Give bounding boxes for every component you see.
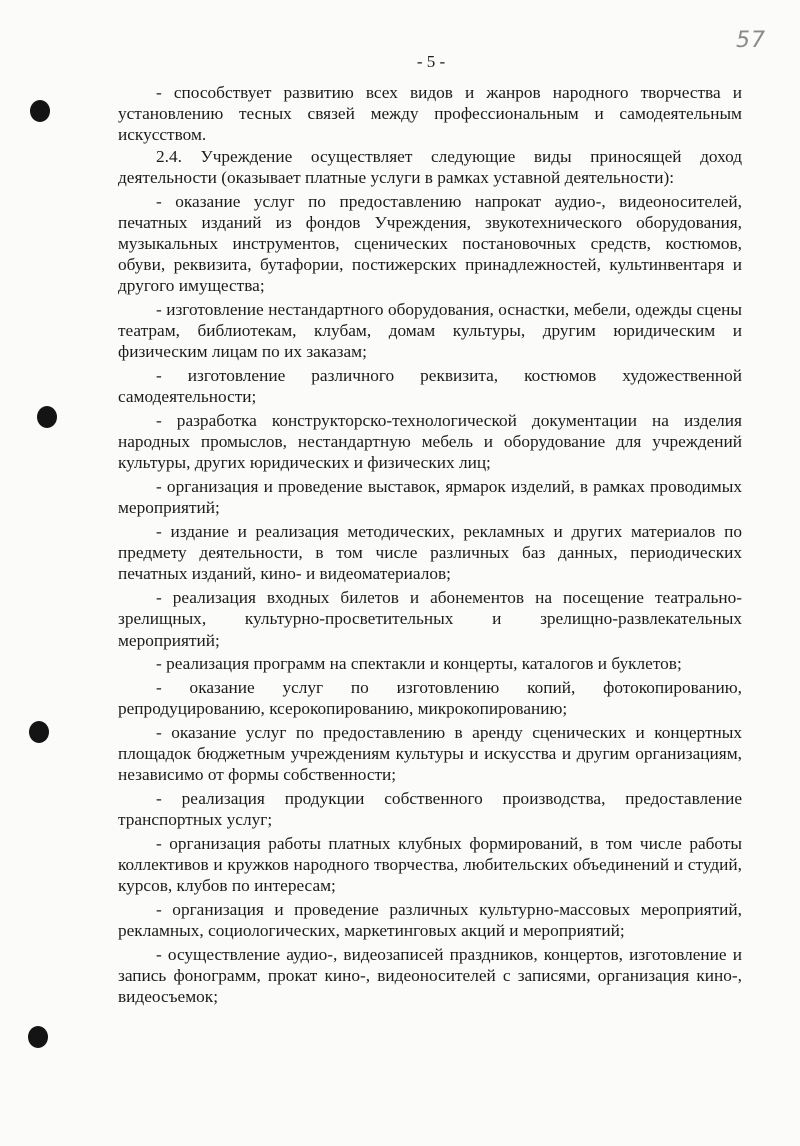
list-item: - реализация входных билетов и абонементов на посещение театрально-зрелищных, культурно-просветительных и зрелищно-развлекательных мероприятий;	[118, 588, 742, 650]
list-item: - разработка конструкторско-технологической документации на изделия народных промыслов, нестандартную мебель и оборудование для учреждений культуры, других юридических и физических лиц;	[118, 411, 742, 473]
handwritten-page-mark: 57	[736, 28, 766, 53]
list-item: - организация работы платных клубных формирований, в том числе работы коллективов и кружков народного творчества, любительских объединений и студий, курсов, клубов по интересам;	[118, 833, 742, 896]
list-item: - реализация продукции собственного производства, предоставление транспортных услуг;	[118, 789, 742, 830]
punch-hole-1	[30, 100, 50, 122]
list-item: - оказание услуг по предоставлению в аренду сценических и концертных площадок бюджетным учреждениям культуры и искусства и другим организациям, независимо от формы собственности;	[118, 722, 742, 785]
list-item: - изготовление нестандартного оборудования, оснастки, мебели, одежды сцены театрам, библиотекам, клубам, домам культуры, другим юридическим и физическим лицам по их заказам;	[118, 300, 742, 362]
page-number: - 5 -	[416, 52, 446, 71]
list-item: - изготовление различного реквизита, костюмов художественной самодеятельности;	[118, 366, 742, 407]
list-item: - оказание услуг по предоставлению напрокат аудио-, видеоносителей, печатных изданий из фондов Учреждения, звукотехнического оборудования, музыкальных инструментов, сценических постановочных средств, костюмов, обуви, реквизита, бутафории, постижерских принадлежностей, культинвентаря и другого имущества;	[118, 191, 742, 296]
list-item: - организация и проведение выставок, ярмарок изделий, в рамках проводимых мероприятий;	[118, 477, 742, 518]
section-heading-paragraph: 2.4. Учреждение осуществляет следующие виды приносящей доход деятельности (оказывает платные услуги в рамках уставной деятельности):	[118, 146, 742, 187]
punch-hole-4	[28, 1026, 48, 1048]
punch-hole-3	[29, 721, 49, 743]
paragraph: - способствует развитию всех видов и жанров народного творчества и установлению тесных связей между профессиональным и самодеятельным искусством.	[118, 83, 742, 145]
document-body	[118, 82, 742, 1008]
list-item: - издание и реализация методических, рекламных и других материалов по предмету деятельности, в том числе различных баз данных, периодических печатных изданий, кино- и видеоматериалов;	[118, 522, 742, 584]
punch-hole-2	[37, 406, 57, 428]
list-item: - реализация программ на спектакли и концерты, каталогов и буклетов;	[156, 654, 682, 674]
list-item: - оказание услуг по изготовлению копий, фотокопированию, репродуцированию, ксерокопированию, микрокопированию;	[118, 677, 742, 719]
list-item: - осуществление аудио-, видеозаписей праздников, концертов, изготовление и запись фонограмм, прокат кино-, видеоносителей с записями, организация кино-, видеосъемок;	[118, 944, 742, 1007]
list-item: - организация и проведение различных культурно-массовых мероприятий, рекламных, социологических, маркетинговых акций и мероприятий;	[118, 900, 742, 941]
